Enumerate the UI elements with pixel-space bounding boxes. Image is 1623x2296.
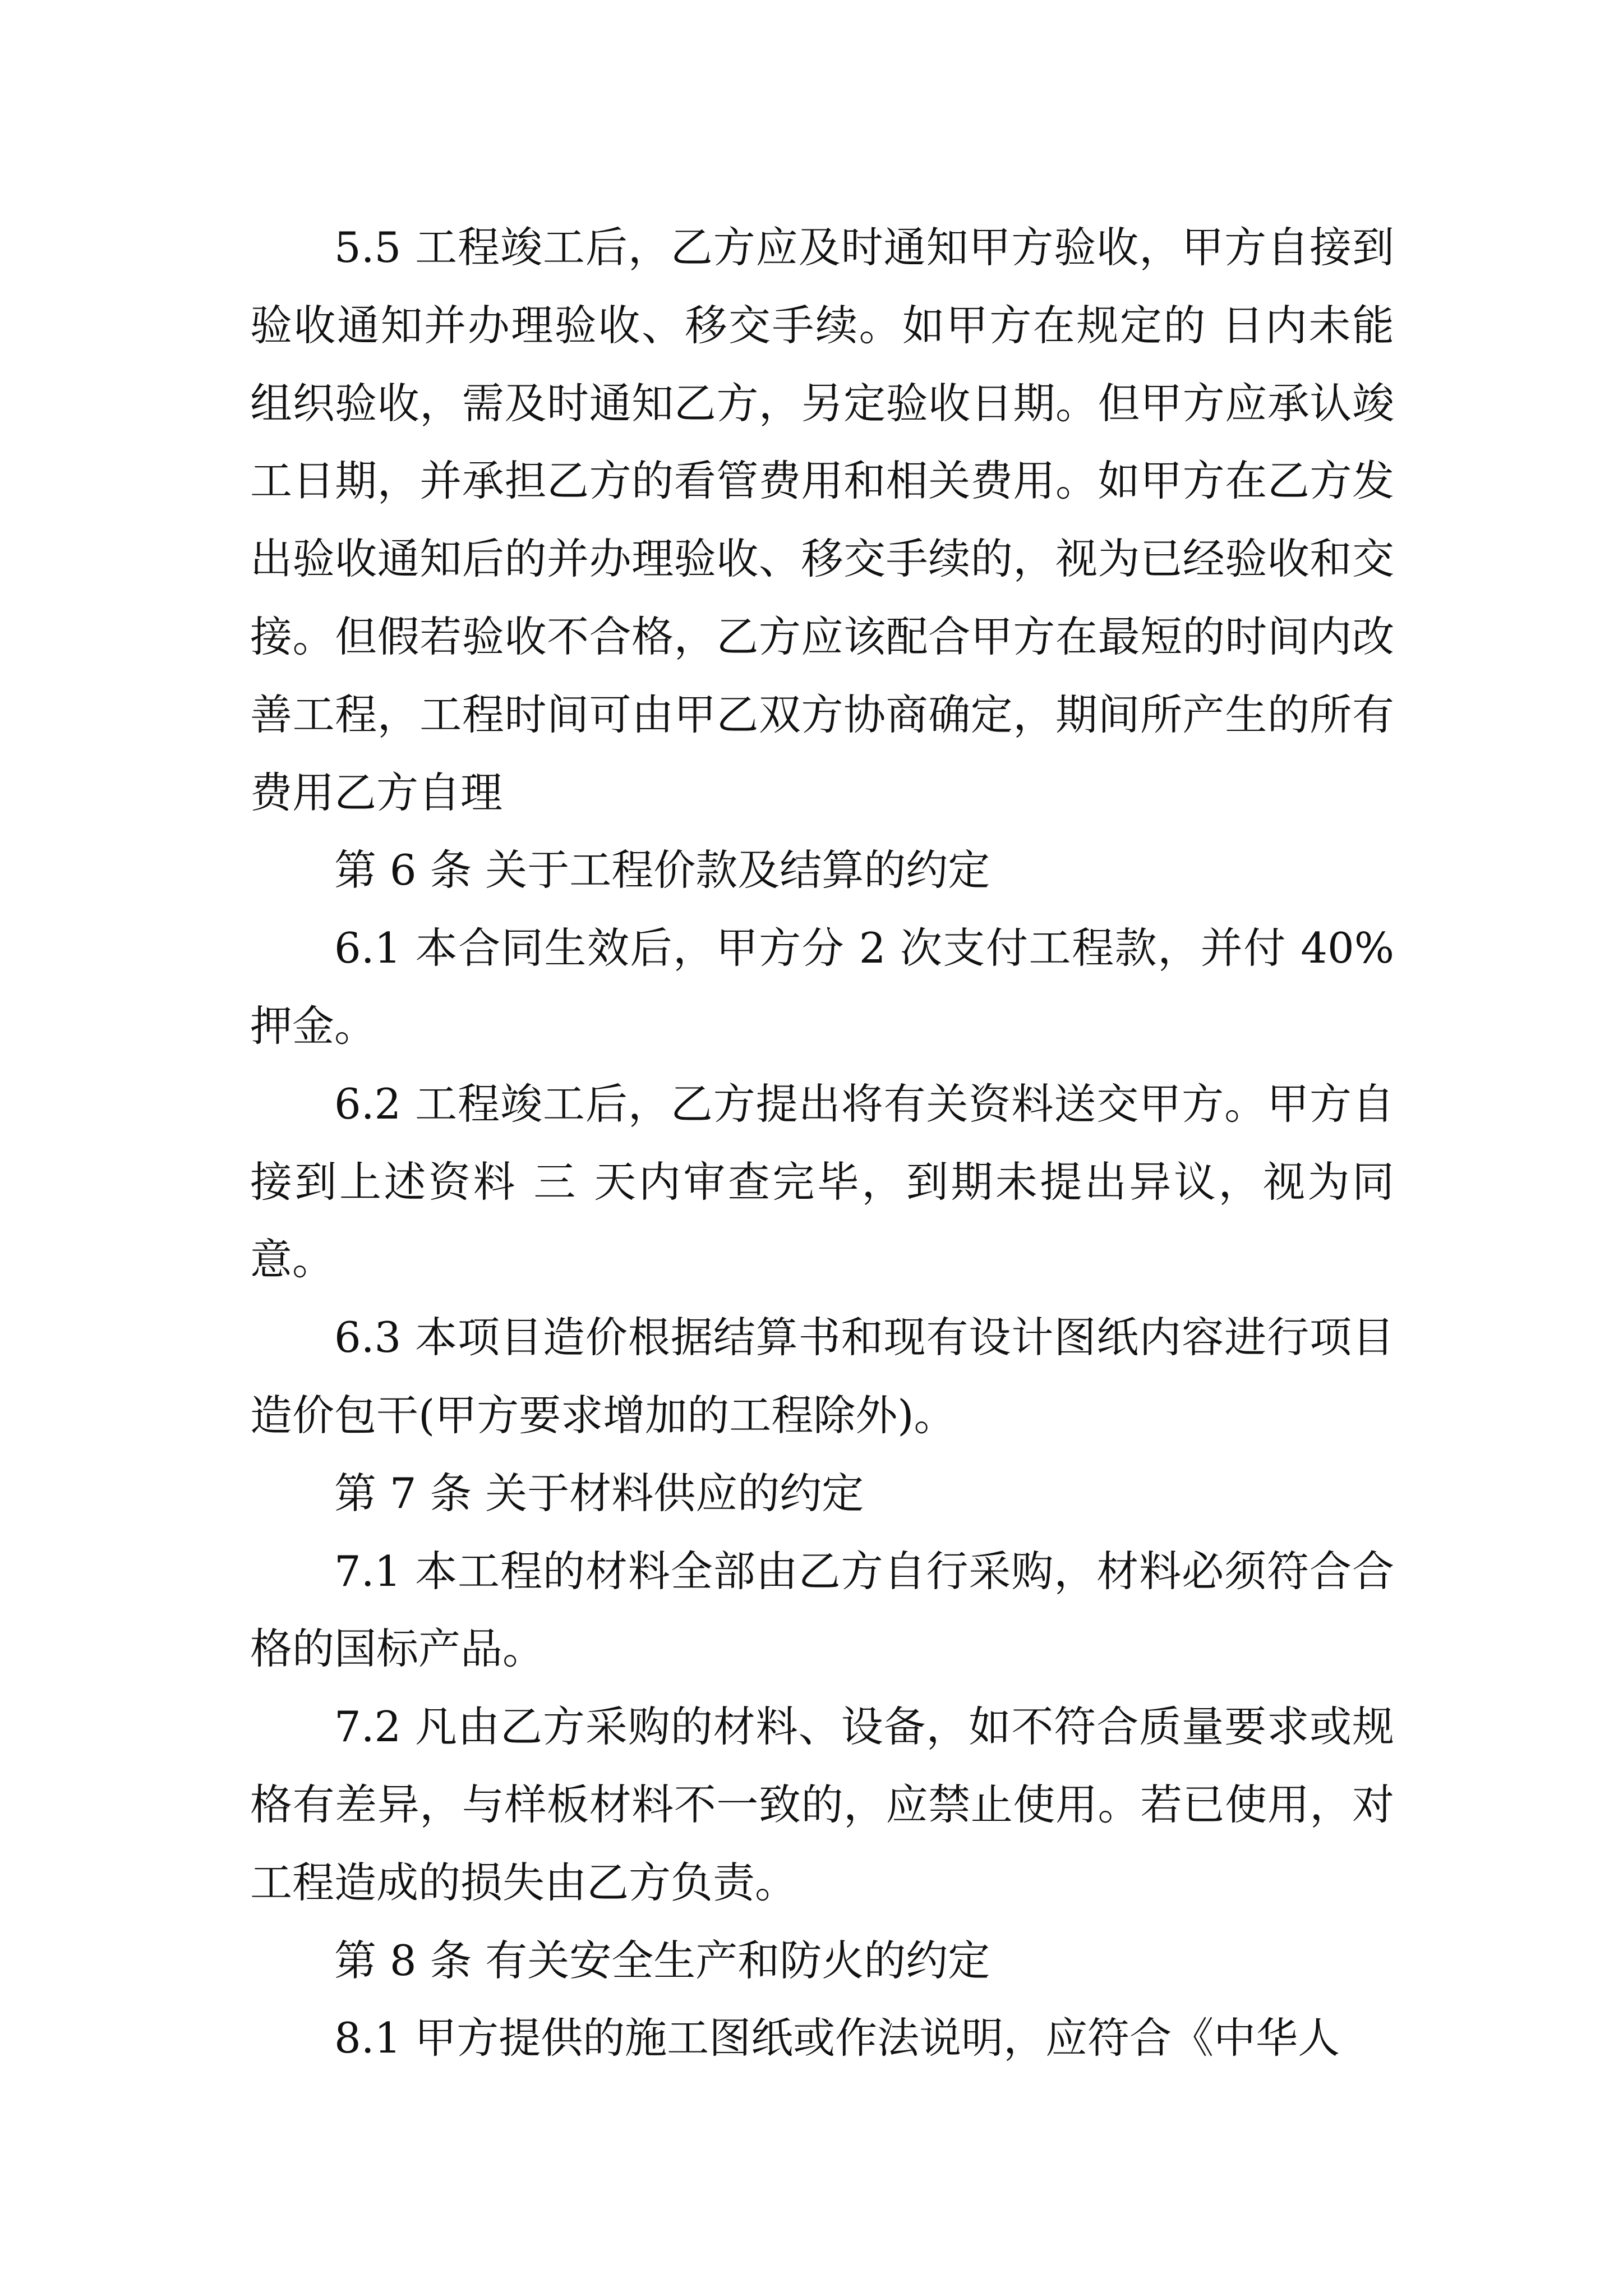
clause-7-1: 7.1 本工程的材料全部由乙方自行采购，材料必须符合合格的国标产品。 [250, 1546, 1394, 1674]
clause-6-2: 6.2 工程竣工后，乙方提出将有关资料送交甲方。甲方自接到上述资料 三 天内审查完毕，到期未提出异议，视为同意。 [250, 1079, 1394, 1285]
clause-6-1: 6.1 本合同生效后，甲方分 2 次支付工程款，并付 40%押金。 [250, 923, 1394, 1051]
article-8-heading: 第 8 条 有关安全生产和防火的约定 [334, 1935, 990, 1985]
clause-7-2: 7.2 凡由乙方采购的材料、设备，如不符合质量要求或规格有差异，与样板材料不一致的，应禁止使用。若已使用，对工程造成的损失由乙方负责。 [250, 1702, 1394, 1907]
article-7-heading: 第 7 条 关于材料供应的约定 [334, 1468, 864, 1518]
clause-6-3: 6.3 本项目造价根据结算书和现有设计图纸内容进行项目造价包干(甲方要求增加的工程除外)。 [250, 1313, 1394, 1440]
document-page [250, 209, 1394, 2077]
article-6-heading: 第 6 条 关于工程价款及结算的约定 [334, 845, 990, 895]
clause-5-5: 5.5 工程竣工后，乙方应及时通知甲方验收，甲方自接到验收通知并办理验收、移交手续。如甲方在规定的 日内未能组织验收，需及时通知乙方，另定验收日期。但甲方应承认竣工日期，并承担乙方的看管费用和相关费用。如甲方在乙方发出验收通知后的并办理验收、移交手续的，视为已经验收和交接。但假若验收不合格，乙方应该配合甲方在最短的时间内改善工程，工程时间可由甲乙双方协商确定，期间所产生的所有费用乙方自理 [250, 223, 1394, 817]
clause-8-1: 8.1 甲方提供的施工图纸或作法说明，应符合《中华人 [334, 2013, 1340, 2063]
